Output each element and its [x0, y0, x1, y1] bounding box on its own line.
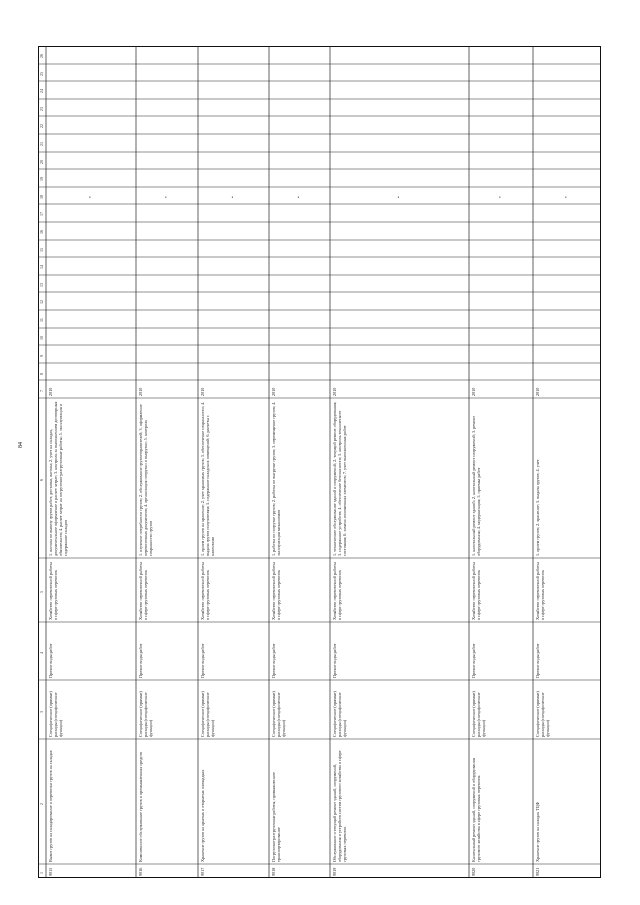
rotated-table	[38, 46, 601, 878]
column-number: 25	[39, 71, 44, 76]
cell-code: 9018	[271, 867, 276, 876]
column-number: 21	[39, 142, 44, 146]
cell-year: 2010	[48, 387, 53, 396]
column-number: 7	[39, 390, 44, 392]
column-number: 6	[39, 479, 44, 481]
column-number: 2	[39, 802, 44, 805]
cell-name: Комплексное обслуживание грузов и промышленных средств	[138, 752, 143, 862]
column-number: 13	[39, 282, 44, 287]
column-number: 11	[39, 318, 44, 322]
column-number: 24	[39, 89, 44, 93]
column-number: 16	[39, 230, 44, 234]
cell-category: Хозяйство перевозочной работы в сфере грузовых перевозок	[535, 562, 545, 620]
cell-description: 1. прием грузов; 2. хранение; 3. выдача грузов; 4. учет	[535, 459, 540, 556]
column-number: 19	[39, 177, 44, 181]
cell-mark: •	[297, 196, 300, 201]
cell-code: 9015	[48, 867, 53, 876]
cell-code: 9020	[471, 867, 476, 876]
column-number: 18	[39, 194, 44, 199]
cell-name: Капитальный ремонт зданий, сооружений и оборудования грузового хозяйства в сфере грузовых перевозок	[471, 758, 481, 862]
cell-unit: Прочие виды работ	[48, 643, 53, 678]
cell-unit: Прочие виды работ	[471, 643, 476, 678]
cell-name: Хранение грузов на крытых и открытых площадках	[200, 769, 205, 862]
cell-year: 2010	[200, 387, 205, 396]
cell-type: Специфические (прямые) расходы (специфические функции)	[138, 691, 153, 737]
cell-name: Вывоз грузов на складирование и перевозки грузов на складах	[48, 750, 53, 862]
column-number: 23	[39, 106, 44, 111]
column-number: 5	[39, 591, 44, 593]
cell-mark: •	[397, 196, 400, 201]
column-number: 9	[39, 355, 44, 357]
column-number: 22	[39, 124, 44, 128]
cell-description: 1. работы по погрузке грузов; 2. работы по выгрузке грузов; 3. перемещение грузов; 4. эксплуатация механизмов	[271, 401, 281, 556]
cell-type: Специфические (прямые) расходы (специфические функции)	[271, 691, 286, 737]
cell-unit: Прочие виды работ	[535, 643, 540, 678]
column-number: 14	[39, 265, 44, 269]
cell-type: Специфические (прямые) расходы (специфические функции)	[471, 691, 486, 737]
cell-year: 2010	[138, 387, 143, 396]
column-number: 17	[39, 212, 44, 216]
cell-year: 2010	[271, 387, 276, 396]
cell-mark: •	[499, 196, 501, 201]
column-number: 15	[39, 247, 44, 252]
column-number: 10	[39, 335, 44, 340]
cell-mark: •	[165, 196, 167, 201]
cell-description: 1. изучение потребности грузов; 2. обслуживание грузоотправителей; 3. оформление перевозочных документов; 4. организация погрузки и выгрузки; 5. контроль сохранности грузов	[138, 404, 153, 556]
cell-unit: Прочие виды работ	[332, 643, 337, 678]
cell-unit: Прочие виды работ	[271, 643, 276, 678]
cell-category: Хозяйство перевозочной работы в сфере грузовых перевозок	[471, 562, 481, 620]
cell-category: Хозяйство перевозочной работы в сфере грузовых перевозок	[200, 562, 210, 620]
cell-mark: •	[565, 196, 567, 201]
cell-type: Специфические (прямые) расходы (специфические функции)	[200, 691, 215, 737]
cell-description: 1. капитальный ремонт зданий; 2. капитальный ремонт сооружений; 3. ремонт оборудования; 4. модернизация; 5. приемка работ	[471, 416, 481, 556]
cell-mark: •	[231, 196, 234, 201]
column-number: 12	[39, 300, 44, 304]
column-number: 1	[39, 872, 44, 874]
cell-year: 2010	[535, 387, 540, 396]
cell-type: Специфические (прямые) расходы (специфические функции)	[48, 691, 63, 737]
cell-description: 1. техническое обслуживание зданий и сооружений; 2. текущий ремонт оборудования; 3. содержание устройств; 4. обеспечение безопасности; 5. контроль технического состояния; 6. замена изношенных элементов; 7. учет выполненных работ	[332, 401, 347, 556]
column-number: 8	[39, 372, 44, 375]
column-number: 26	[39, 54, 44, 58]
column-number: 3	[39, 710, 44, 713]
cell-code: 9016	[138, 867, 143, 876]
cell-unit: Прочие виды работ	[138, 643, 143, 678]
cell-name: Погрузочно-разгрузочные работы, промышленное транспортирование	[271, 772, 281, 862]
cell-description: 1. прием грузов на хранение; 2. учет хранимых грузов; 3. обеспечение сохранности; 4. выдача грузов получателям; 5. содержание складских помещений; 6. расчеты с клиентами	[200, 401, 215, 556]
cell-year: 2010	[332, 387, 337, 396]
cell-name: Хранение грузов на складах ТЦФ	[535, 801, 540, 862]
cell-type: Специфические (прямые) расходы (специфические функции)	[332, 691, 347, 737]
cell-category: Хозяйство перевозочной работы в сфере грузовых перевозок	[48, 562, 58, 620]
cell-name: Обслуживание и текущий ремонт зданий, сооружений, оборудования и устройств систем грузового хозяйства в сфере грузовых перевозок	[332, 750, 347, 862]
cell-category: Хозяйство перевозочной работы в сфере грузовых перевозок	[138, 562, 148, 620]
cell-code: 9021	[535, 867, 540, 876]
column-number: 4	[39, 652, 44, 654]
cell-mark: •	[89, 196, 91, 201]
cell-description: 1. вагоны по вывозу грузов работ, доставки, вагоны; 2. учет на складах, документальное оформление и расчет затрат; 3. контроль за выполнением договорных обязательств; 4. расчет затрат на погрузочно-разгрузочные работы; 5. эксплуатация и содержание складов	[48, 401, 68, 556]
cell-code: 9017	[200, 867, 205, 876]
cell-unit: Прочие виды работ	[200, 643, 205, 678]
cell-category: Хозяйство перевозочной работы в сфере грузовых перевозок	[332, 562, 342, 620]
cell-category: Хозяйство перевозочной работы в сфере грузовых перевозок	[271, 562, 281, 620]
cell-type: Специфические (прямые) расходы (специфические функции)	[535, 691, 550, 737]
column-number: 20	[39, 159, 44, 164]
cell-year: 2010	[471, 387, 476, 396]
page-number: 84	[18, 442, 24, 448]
cell-code: 9019	[332, 867, 337, 876]
